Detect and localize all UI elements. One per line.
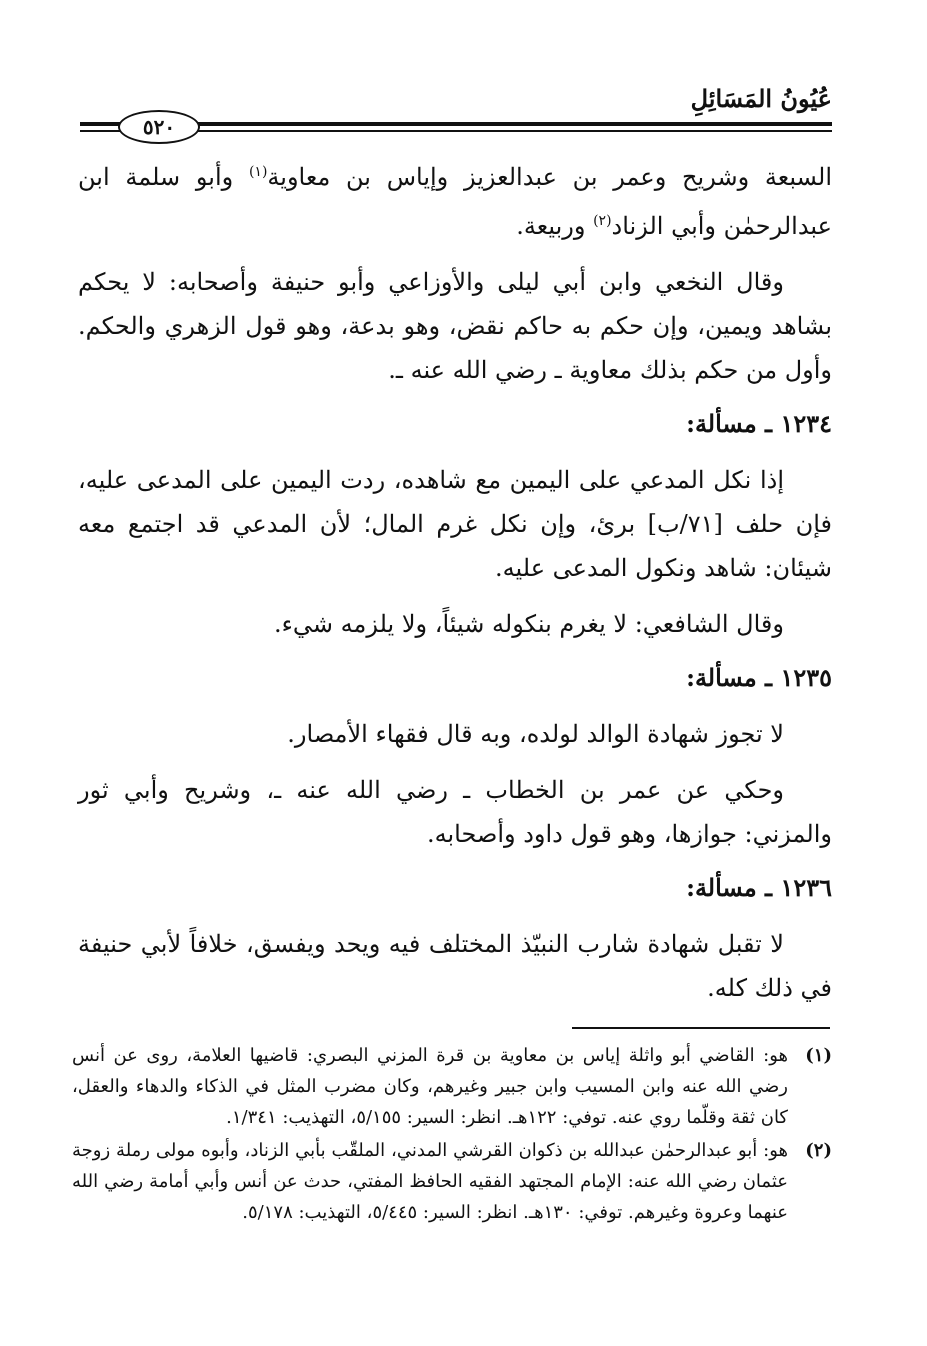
issue-heading: ١٢٣٦ ـ مسألة: bbox=[686, 873, 832, 902]
issue-heading: ١٢٣٤ ـ مسألة: bbox=[686, 409, 832, 438]
page-number: ٥٢٠ bbox=[118, 110, 200, 144]
paragraph-text: السبعة وشريح وعمر بن عبدالعزيز وإياس بن معاوية bbox=[267, 163, 832, 191]
page-header bbox=[80, 80, 832, 140]
footnote bbox=[72, 1040, 832, 1133]
issue-heading: ١٢٣٥ ـ مسألة: bbox=[686, 663, 832, 692]
footnote-text: هو: أبو عبدالرحمٰن عبدالله بن ذكوان القرشي المدني، الملقّب بأبي الزناد، وأبوه مولى رملة زوجة عثمان رضي الله عنه: الإمام المجتهد الفقيه الحافظ المفتي، حدث عن أنس وأبي أمامة رضي الله عنهما وعروة وغيرهم. توفي: ١٣٠هـ. انظر: السير: ٥/٤٤٥، التهذيب: ٥/١٧٨. bbox=[72, 1140, 788, 1223]
paragraph bbox=[78, 150, 832, 248]
paragraph: إذا نكل المدعي على اليمين مع شاهده، ردت اليمين على المدعى عليه، فإن حلف [٧١/ب] برئ، وإن نكل غرم المال؛ لأن المدعي قد اجتمع معه شيئان: شاهد ونكول المدعى عليه. bbox=[78, 466, 832, 582]
paragraph: لا تقبل شهادة شارب النبيّذ المختلف فيه ويحد ويفسق، خلافاً لأبي حنيفة في ذلك كله. bbox=[78, 930, 832, 1002]
paragraph-text: وأبو سلمة ابن عبدالرحمٰن وأبي الزناد bbox=[78, 163, 832, 240]
footnote-number: (٢) bbox=[805, 1140, 832, 1161]
paragraph: وقال الشافعي: لا يغرم بنكوله شيئاً، ولا يلزمه شيء. bbox=[273, 610, 784, 638]
footnote-number: (١) bbox=[805, 1045, 832, 1066]
footnotes bbox=[72, 1040, 832, 1230]
paragraph: لا تجوز شهادة الوالد لولده، وبه قال فقهاء الأمصار. bbox=[287, 720, 784, 748]
paragraph: وقال النخعي وابن أبي ليلى والأوزاعي وأبو حنيفة وأصحابه: لا يحكم بشاهد ويمين، وإن حكم به حاكم نقض، وهو بدعة، وهو قول الزهري والحكم. وأول من حكم بذلك معاوية ـ رضي الله عنه ـ. bbox=[78, 268, 832, 384]
paragraph-text: وربيعة. bbox=[516, 212, 594, 240]
footnote-ref[interactable]: (٢) bbox=[593, 213, 612, 229]
footnote bbox=[72, 1135, 832, 1228]
footnote-text: هو: القاضي أبو واثلة إياس بن معاوية بن قرة المزني البصري: قاضيها العلامة، روى عن أنس رضي الله عنه وابن المسيب وابن جبير وغيرهم، وكان مضرب المثل في الذكاء والدهاء والعقل، كان ثقة وقلّما روي عنه. توفي: ١٢٢هـ. انظر: السير: ٥/١٥٥، التهذيب: ١/٣٤١. bbox=[72, 1045, 788, 1128]
book-title: عُيُونُ المَسَائِلِ bbox=[690, 84, 832, 113]
paragraph: وحكي عن عمر بن الخطاب ـ رضي الله عنه ـ، وشريح وأبي ثور والمزني: جوازها، وهو قول داود وأصحابه. bbox=[78, 776, 832, 848]
main-text bbox=[78, 150, 832, 1022]
footnote-separator bbox=[572, 1027, 830, 1029]
footnote-ref[interactable]: (١) bbox=[248, 164, 268, 180]
